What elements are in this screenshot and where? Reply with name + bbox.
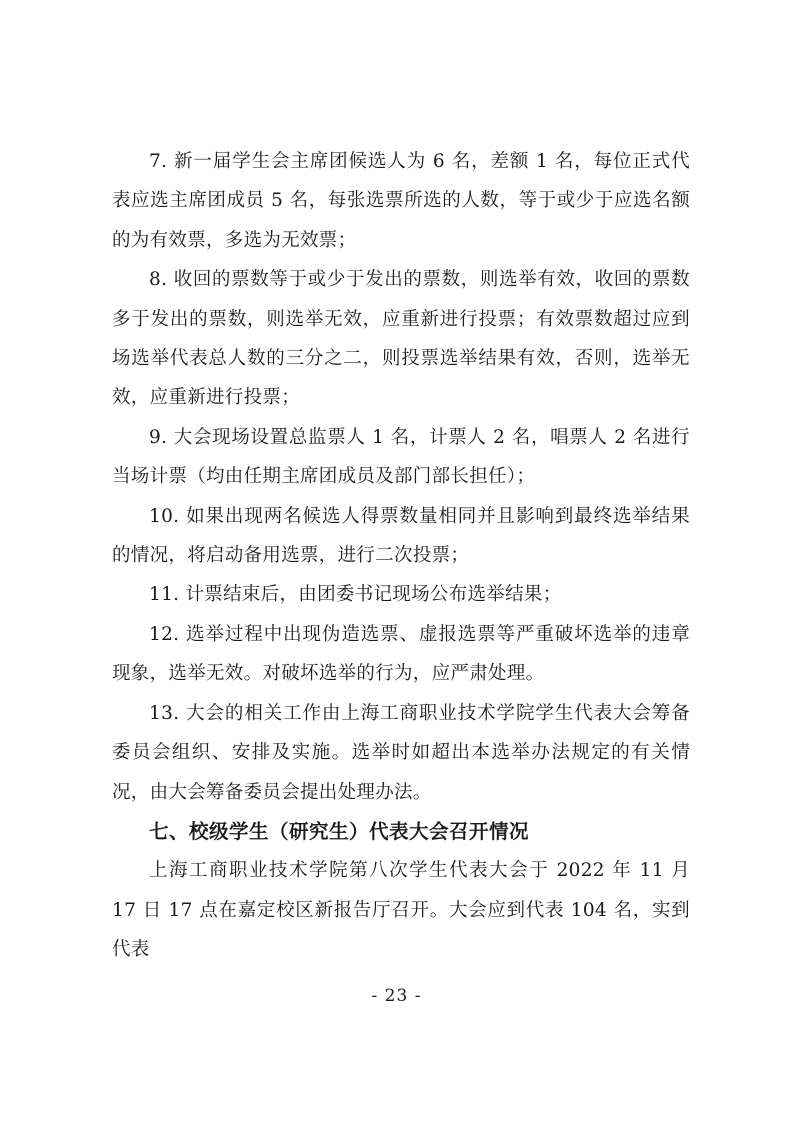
rule-item-9: 9. 大会现场设置总监票人 1 名，计票人 2 名，唱票人 2 名进行当场计票（均由任期主席团成员及部门部长担任）； (112, 426, 690, 488)
rule-item-12: 12. 选举过程中出现伪造选票、虚报选票等严重破坏选举的违章现象，选举无效。对破坏选举的行为，应严肃处理。 (112, 623, 690, 685)
document-body (112, 142, 690, 970)
section-heading: 七、校级学生（研究生）代表大会召开情况 (149, 819, 530, 843)
rule-item-7: 7. 新一届学生会主席团候选人为 6 名，差额 1 名，每位正式代表应选主席团成员 5 名，每张选票所选的人数，等于或少于应选名额的为有效票，多选为无效票； (112, 151, 690, 251)
rule-item-10: 10. 如果出现两名候选人得票数量相同并且影响到最终选举结果的情况，将启动备用选票，进行二次投票； (112, 505, 690, 567)
page-number: - 23 - (371, 986, 422, 1006)
rule-item-11: 11. 计票结束后，由团委书记现场公布选举结果； (149, 584, 562, 606)
rule-item-13: 13. 大会的相关工作由上海工商职业技术学院学生代表大会筹备委员会组织、安排及实施。选举时如超出本选举办法规定的有关情况，由大会筹备委员会提出处理办法。 (112, 702, 690, 803)
section-paragraph: 上海工商职业技术学院第八次学生代表大会于 2022 年 11 月 17 日 17 点在嘉定校区新报告厅召开。大会应到代表 104 名，实到代表 (112, 860, 690, 961)
rule-item-8: 8. 收回的票数等于或少于发出的票数，则选举有效，收回的票数多于发出的票数，则选举无效，应重新进行投票；有效票数超过应到场选举代表总人数的三分之二，则投票选举结果有效，否则，选举无效，应重新进行投票； (112, 269, 690, 409)
